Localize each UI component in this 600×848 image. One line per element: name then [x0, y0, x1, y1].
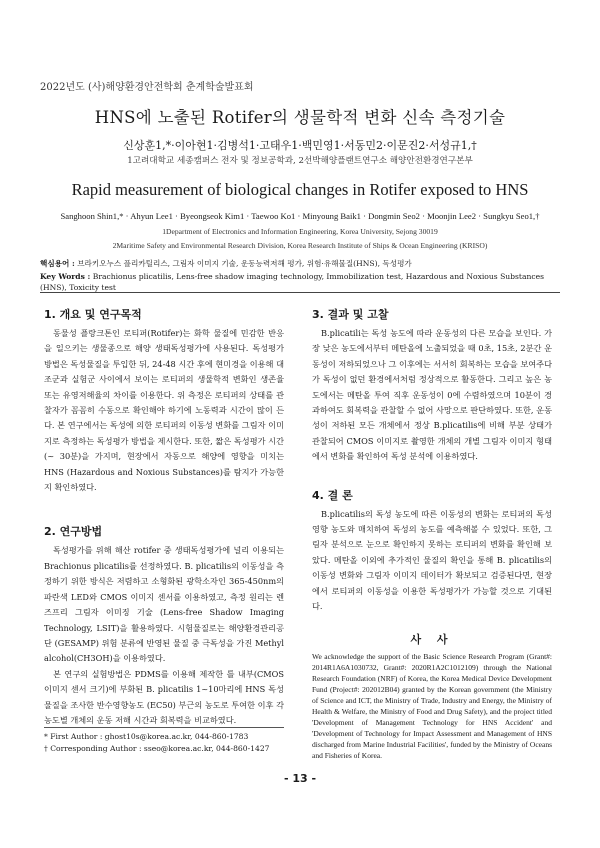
keywords-english-text: Brachionus plicatilis, Lens-free shadow imaging technology, Immobilization test, Hazardous and Noxious Substances (HNS), Toxicity test: [40, 272, 545, 292]
section-3-body: B.plicatili는 독성 농도에 따라 운동성의 다른 모습을 보인다. 가장 낮은 농도에서부터 메탄올에 노출되었을 때 0초, 15초, 2분간 운동성이 저하되었으나 그 이후에는 서서히 회복하는 모습을 보여주다가 독성이 없던 환경에서처럼 정상적으로 활동한다. 그리고 높은 농도에서는 메탄올 투여 직후 운동성이 0에 수렴하였으며 10분이 경과하여도 회복력을 관찰할 수 없어 사망으로 판단하였다. 또한, 운동성이 저하된 모든 개체에서 정상 B.plicatilis에 비해 부분 상태가 관찰되어 CMOS 이미지로 촬영한 개체의 개별 그림자 이미지 형태에서 변화를 확인하여 독성 분석에 이용하였다.: [312, 328, 552, 462]
keywords-english: [40, 271, 560, 293]
keywords-korean-label: 핵심용어 :: [40, 259, 75, 268]
left-column: [44, 306, 284, 728]
acknowledgement-body: We acknowledge the support of the Basic Science Research Program (Grant#: 2014R1A6A1030732, Grant#: 2020R1A2C1012109) through the National Research Foundation (NRF) of Korea, the Korea Medical Device Development Fund (Project#: 202012B04) granted by the Korean government (the Ministry of Science and ICT, the Ministry of Trade, Industry and Energy, the Ministry of Health & Welfare, the Ministry of Food and Drug Safety), and the project titled 'Development of Management Technology for HNS Accident' and 'Development of Technology for Impact Assessment and Management of HNS discharged from Marine Industrial Facilities', funded by the Ministry of Oceans and Fisheries of Korea.: [312, 651, 552, 761]
keywords-korean: [40, 258, 560, 269]
footnote-corresponding-author: † Corresponding Author : sseo@korea.ac.kr, 044-860-1427: [44, 744, 270, 753]
right-column: [312, 306, 552, 761]
section-4-body: B.plicatilis의 독성 농도에 따른 이동성의 변화는 로티퍼의 독성영향 농도와 매치하여 독성의 농도를 예측해볼 수 있었다. 또한, 그림자 분석으로 눈으로 확인하지 못하는 로티퍼의 변화를 확인해 보았다. 메탄올 이외에 추가적인 물질의 확인을 통해 B. plicatilis의 이동성 변화와 그림자 이미지 데이터가 확보되고 검증된다면, 현장에서 로티퍼의 이동성을 이용한 독성평가가 가능할 것으로 기대된다.: [312, 508, 552, 612]
keywords-korean-text: 브라키오누스 플리카틸리스, 그림자 이미지 기술, 운동능력저해 평가, 위험·유해물질(HNS), 독성평가: [77, 259, 412, 268]
affiliation-korean: 1고려대학교 세종캠퍼스 전자 및 정보공학과, 2선박해양플랜트연구소 해양안전환경연구본부: [127, 156, 473, 166]
section-2-body-1: 독성평가를 위해 해산 rotifer 중 생태독성평가에 널리 이용되는 Brachionus plicatilis를 선정하였다. B. plicatilis의 이동성을 측정하기 위한 방식은 저렴하고 소형화된 광학소자인 365-450nm의 파란색 LED와 CMOS 이미지 센서를 이용하였고, 측정 원리는 렌즈프리 그림자 이미징 기술 (Lens-free Shadow Imaging Technology, LSIT)을 활용하였다. 시험물질로는 해양환경관리공단 (GESAMP) 위험 분류에 반영된 물질 중 극독성을 가진 Methyl alcohol(CH3OH)을 이용하였다.: [44, 545, 284, 664]
conference-header: 2022년도 (사)해양환경안전학회 춘계학술발표회: [40, 82, 254, 93]
authors-english: Sanghoon Shin1,* · Ahyun Lee1 · Byeongseok Kim1 · Taewoo Ko1 · Minyoung Baik1 · Dongmin Seo2 · Moonjin Lee2 · Sungkyu Seo1,†: [60, 211, 540, 221]
page-number: - 13 -: [283, 772, 317, 785]
section-1-body: 동물성 플랑크톤인 로티퍼(Rotifer)는 화학 물질에 민감한 반응을 일으키는 생물종으로 해양 생태독성평가에 사용된다. 독성평가 방법은 독성물질을 투입한 뒤, 24-48 시간 후에 현미경을 이용해 대조군과 실험군 사이에서 보이는 로티퍼의 생물학적 변화인 생존율 또는 유영저해율의 차이를 이용한다. 위 측정은 로티퍼의 상태를 관찰자가 꼼꼼히 수동으로 확인해야 하기에 노동력과 시간이 많이 든다. 본 연구에서는 독성에 의한 로티퍼의 이동성 변화를 그림자 이미지로 측정하는 독성평가 방법을 제시한다. 또한, 짧은 독성평가 시간(~ 30분)을 가지며, 현장에서 자동으로 해양에 영향을 미치는 HNS (Hazardous and Noxious Substances)를 탐지가 가능한지 확인하였다.: [44, 328, 284, 493]
section-3-title: 3. 결과 및 고찰: [312, 308, 389, 321]
title-english: Rapid measurement of biological changes in Rotifer exposed to HNS: [71, 180, 529, 199]
title-korean: HNS에 노출된 Rotifer의 생물학적 변화 신속 측정기술: [94, 108, 506, 127]
section-2-body-2: 본 연구의 실험방법은 PDMS를 이용해 제작한 틀 내부(CMOS 이미지 센서 크기)에 부화된 B. plicatilis 1~10마리에 HNS 독성물질을 조사한 반수영향농도 (EC50) 부근의 농도로 투여한 이후 각 농도별 개체의 운동 저해 시간과 회복력을 비교하였다.: [44, 668, 284, 725]
section-2-title: 2. 연구방법: [44, 525, 103, 539]
footnote-first-author: * First Author : ghost10s@korea.ac.kr, 044-860-1783: [44, 732, 249, 741]
acknowledgement-title: 사 사: [410, 632, 454, 646]
section-4-title: 4. 결 론: [312, 488, 353, 502]
affiliation-english-1: 1Department of Electronics and Information Engineering, Korea University, Sejong 30019: [162, 227, 438, 236]
affiliation-english-2: 2Maritime Safety and Environmental Research Division, Korea Research Institute of Ships & Ocean Engineering (KRISO): [112, 241, 488, 250]
header-divider: [40, 292, 560, 293]
authors-korean: 신상훈1,*·이아현1·김병석1·고태우1·백민영1·서동민2·이문진2·서성규1,†: [123, 139, 477, 152]
section-1-title: 1. 개요 및 연구목적: [44, 308, 142, 321]
keywords-english-label: Key Words :: [40, 272, 91, 281]
footnote-divider: [44, 727, 284, 728]
